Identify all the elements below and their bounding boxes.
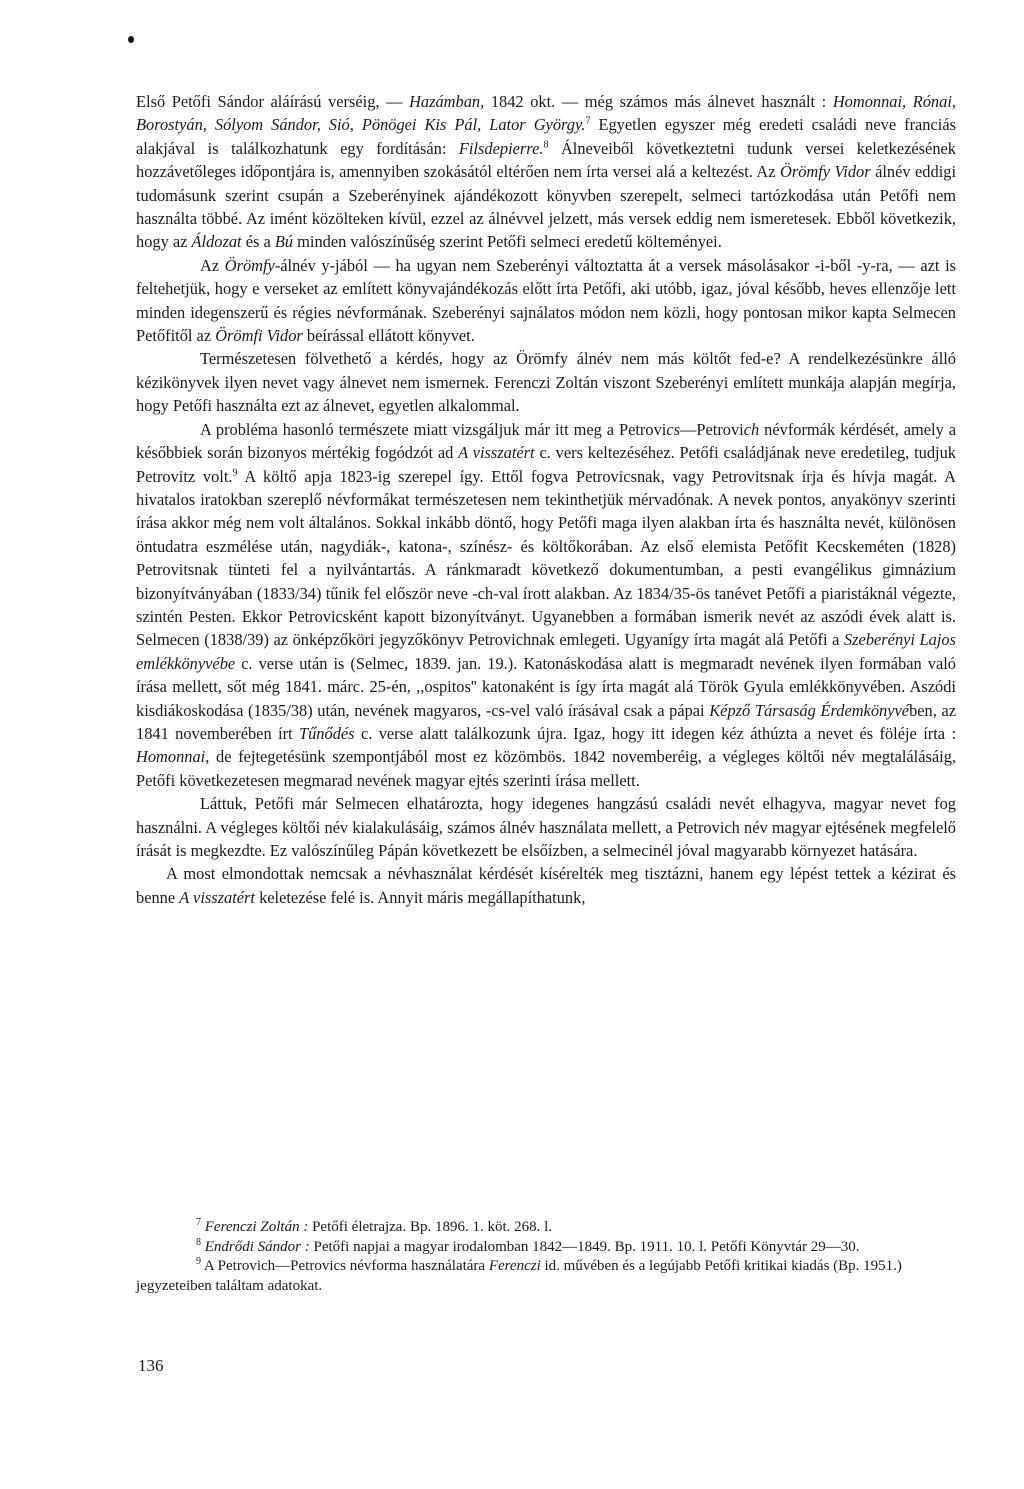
text-run: c. vers keltezéséhez. Petőfi családjának neve eredetileg, tudjuk Petrovitz volt. xyxy=(136,443,956,486)
paragraph-4 xyxy=(136,418,956,793)
footnote-8 xyxy=(136,1238,956,1258)
italic-text: Tűnődés xyxy=(299,723,355,743)
text-run: Az xyxy=(200,255,225,275)
text-run: minden valószínűség szerint Petőfi selmeci eredetű költeményei. xyxy=(293,232,722,252)
footnote-9 xyxy=(136,1257,956,1296)
italic-text: cs xyxy=(666,419,680,439)
text-run: 1842 okt. — még számos más álnevet használt : xyxy=(484,92,833,111)
italic-text: A visszatért xyxy=(458,443,535,463)
text-run: beírással ellátott könyvet. xyxy=(302,326,475,346)
text-run: Egyetlen egyszer még eredeti családi neve franciás alakjával is találkozhatunk egy fordításán: xyxy=(136,115,956,158)
ink-speck xyxy=(128,36,134,43)
body-text xyxy=(136,90,956,909)
italic-text: Homonnai, xyxy=(136,747,210,767)
text-run: Petőfi életrajza. Bp. 1896. 1. köt. 268. l. xyxy=(308,1219,553,1235)
text-run: Álneveiből következtetni tudunk versei keletkezésének hozzávetőleges időpontjára is, amennyiben szokásától eltérően nem írta versei alá a keltezést. Az xyxy=(136,138,956,182)
text-run: Természetesen fölvethető a kérdés, hogy az Örömfy álnév nem más költőt fed-e? A rendelkezésünkre álló kézikönyvek ilyen nevet vagy álnevet nem ismernek. Ferenczi Zoltán viszont Szeberényi említett munkája alapján megírja, hogy Petőfi használta ezt az álnevet, egyetlen alkalommal. xyxy=(136,349,956,416)
italic-text: Hazámban, xyxy=(409,92,485,111)
footnotes xyxy=(136,1218,956,1296)
italic-text: Homonnai, Rónai, Borostyán, Sólyom Sándor, Sió, Pönögei Kis Pál, Lator György. xyxy=(136,92,956,135)
footnote-mark: 8 xyxy=(543,139,549,151)
text-run: keletezése felé is. Annyit máris megállapíthatunk, xyxy=(254,887,586,907)
text-run: de fejtegetésünk szempontjából most ez közömbös. 1842 novemberéig, a végleges költői név megtalálásáig, Petőfi következetesen megmarad nevének magyar ejtés szerinti írása mellett. xyxy=(136,747,956,790)
paragraph-2 xyxy=(136,254,956,348)
italic-text: A visszatért xyxy=(179,887,255,907)
text-run: ben, az 1841 novemberében írt xyxy=(136,700,956,743)
text-run: álnév eddigi tudomásunk szerint csupán a Szeberényinek ajándékozott könyvben szerepelt, selmeci tartózkodása után Petőfi nem használta többé. Az imént közölteken kívül, ezzel az álnévvel jelzett, más versek eddig nem ismeretesek. Ebből következik, hogy az xyxy=(136,162,956,252)
paragraph-1 xyxy=(136,90,956,254)
italic-text: ch xyxy=(743,419,760,439)
footnote-mark: 8 xyxy=(196,1236,201,1248)
text-run: A most elmondottak nemcsak a névhasználat kérdését kísérelték meg tisztázni, hanem egy lépést tettek a kézirat és benne xyxy=(136,864,956,907)
italic-text: Örömfy Vidor xyxy=(779,162,871,182)
text-run: A Petrovich—Petrovics névforma használatára xyxy=(201,1258,489,1274)
paragraph-6 xyxy=(136,862,956,909)
text-run: id. művében és a legújabb Petőfi kritikai kiadás (Bp. 1951.) jegyzeteiben találtam adatokat. xyxy=(136,1258,902,1294)
text-run: -álnév y-jából — ha ugyan nem Szeberényi változtatta át a versek másolásakor -i-ből -y-ra, — azt is feltehetjük, hogy e verseket az említett könyvajándékozás előtt írta Petőfi, aki utóbb, igaz, jóval később, heves ellenzője lett minden idegenszerű és régies névformának. Szeberényi sajnálatos módon nem közli, hogy pontosan mikor kapta Selmecen Petőfitől az xyxy=(136,255,957,346)
text-run: —Petrovi xyxy=(679,419,744,439)
page-number: 136 xyxy=(138,1356,164,1375)
italic-text: Endrődi Sándor : xyxy=(204,1238,310,1255)
italic-text: Áldozat xyxy=(191,232,242,252)
footnote-7 xyxy=(136,1218,956,1238)
text-run: c. verse után is (Selmec, 1839. jan. 19.). Katonáskodása alatt is megmaradt nevének ilyen formában való írása mellett, sőt még 1841. márc. 25-én, ,,ospitos'' katonaként is így írta magát alá Török Gyula emlékkönyvében. Aszódi kisdiákoskodása (1835/38) után, nevének magyaros, -cs-vel való írásával csak a pápai xyxy=(136,653,956,720)
italic-text: Filsdepierre. xyxy=(458,138,544,158)
footnote-mark: 7 xyxy=(585,115,591,127)
text-run: c. verse alatt találkozunk újra. Igaz, hogy itt idegen kéz áthúzta a nevet és föléje írta : xyxy=(354,723,957,743)
paragraph-5 xyxy=(136,792,956,862)
text-run: névformák kérdését, amely a későbbiek során bizonyos mértékig fogódzót ad xyxy=(136,419,956,463)
paragraph-3 xyxy=(136,347,956,417)
italic-text: Örömfi Vidor xyxy=(215,326,303,346)
italic-text: Képző Társaság Érdemkönyvé xyxy=(709,700,910,720)
text-run: A probléma hasonló természete miatt vizsgáljuk már itt meg a Petrovi xyxy=(200,419,667,439)
italic-text: Örömfy xyxy=(224,255,275,275)
italic-text: Ferenczi xyxy=(488,1258,541,1274)
footnote-mark: 9 xyxy=(232,467,238,479)
footnote-mark: 7 xyxy=(196,1217,201,1228)
text-run: A költő apja 1823-ig szerepel így. Ettől fogva Petrovicsnak, vagy Petrovitsnak írja és hívja magát. A hivatalos iratokban szereplő névformákat természetesen nem tekinthetjük mérvadónak. A nevek pontos, anyakönyv szerinti írása akkor még nem volt általános. Sokkal inkább döntő, hogy Petőfi maga ilyen alakban írta és használta nevét, különösen öntudatra eszmélése után, nagydiák-, katona-, színész- és költőkorában. Az első elemista Petőfit Kecskeméten (1828) Petrovitsnak tünteti fel a nyilvántartás. A ránkmaradt következő dokumentumban, a pesti evangélikus gimnázium bizonyítványában (1833/34) tűnik fel először neve -ch-val írott alakban. Az 1834/35-ös tanévet Petőfi a piaristáknál végezte, szintén Pesten. Ekkor Petrovicsként kapott bizonyítványt. Ugyanebben a formában ismerik nevét az aszódi évek alatt is. Selmecen (1838/39) az önképzőköri jegyzőkönyv Petrovichnak emlegeti. Ugyanígy írta magát alá Petőfi a xyxy=(136,466,956,650)
footnote-mark: 9 xyxy=(196,1256,201,1267)
text-run: Első Petőfi Sándor aláírású verséig, — xyxy=(136,92,410,111)
italic-text: Bú xyxy=(274,232,294,252)
text-run: és a xyxy=(241,232,275,252)
italic-text: Szeberényi Lajos emlékkönyvébe xyxy=(136,630,956,673)
italic-text: Ferenczi Zoltán : xyxy=(204,1219,309,1235)
text-run: Láttuk, Petőfi már Selmecen elhatározta, hogy idegenes hangzású családi nevét elhagyva, magyar nevet fog használni. A végleges költői név kialakulásáig, számos álnév használata mellett, a Petrovich név magyar ejtésének megfelelő írását is megkezdte. Ez valószínűleg Pápán következett be elsőízben, a selmecinél jóval magyarabb környezet hatására. xyxy=(136,794,956,860)
text-run: Petőfi napjai a magyar irodalomban 1842—1849. Bp. 1911. 10. l. Petőfi Könyvtár 29—30. xyxy=(309,1238,860,1255)
